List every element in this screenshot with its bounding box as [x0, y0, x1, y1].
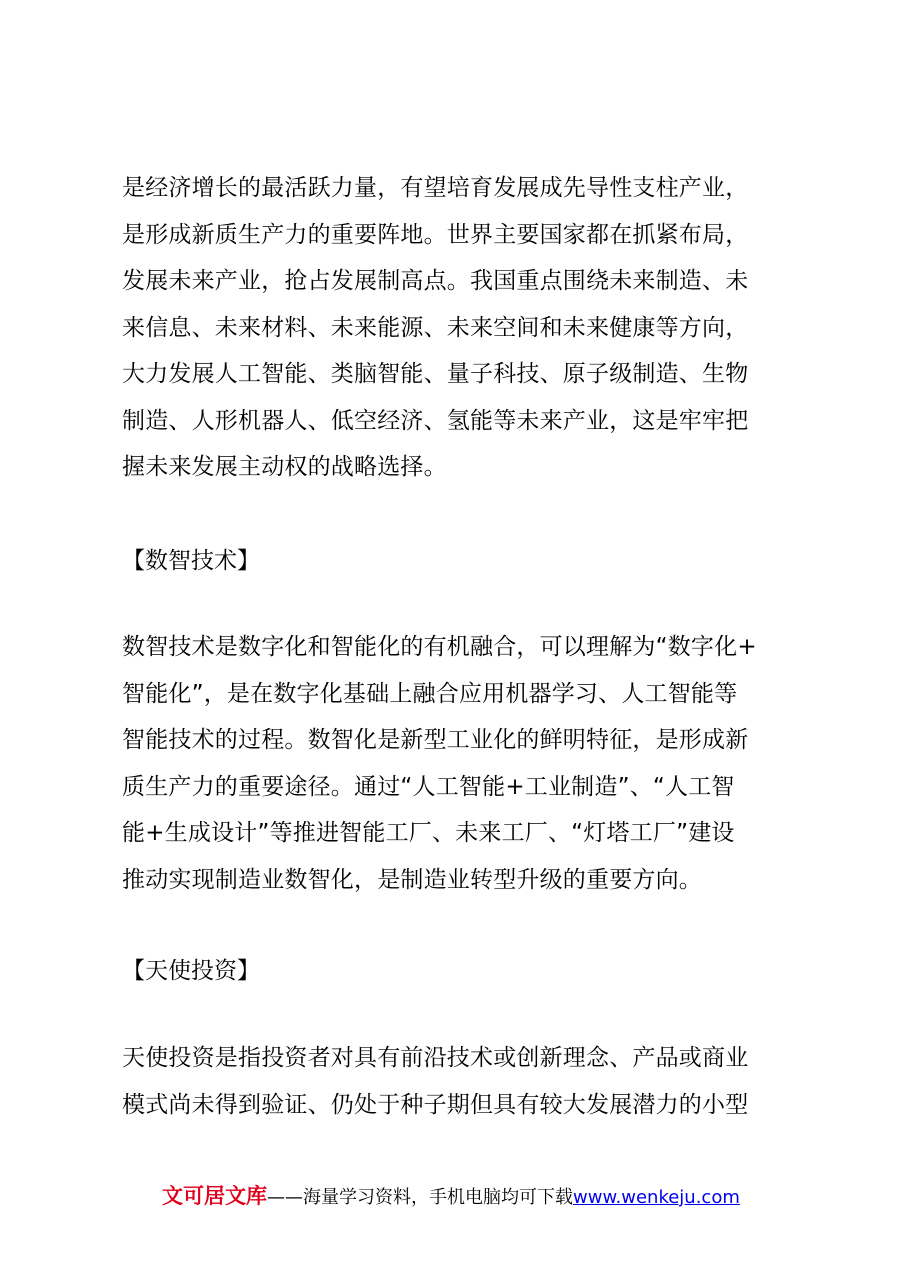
footer-brand: 文可居文库: [162, 1184, 267, 1208]
paragraph-future-industries: 是经济增长的最活跃力量，有望培育发展成先导性支柱产业， 是形成新质生产力的重要阵地。世界主要国家都在抓紧布局， 发展未来产业，抢占发展制高点。我国重点围绕未来制造、未 来信息、未来材料、未来能源、未来空间和未来健康等方向， 大力发展人工智能、类脑智能、量子科技、原子级制造、生物 制造、人形机器人、低空经济、氢能等未来产业，这是牢牢把 握未来发展主动权的战略选择。: [122, 175, 749, 480]
heading-digital-intelligence: 【数智技术】: [122, 548, 260, 574]
heading-angel-investment: 【天使投资】: [122, 958, 260, 984]
paragraph-angel-investment: 天使投资是指投资者对具有前沿技术或创新理念、产品或商业 模式尚未得到验证、仍处于种子期但具有较大发展潜力的小型: [122, 1045, 749, 1118]
footer-slogan: ——海量学习资料，手机电脑均可下载: [267, 1187, 573, 1208]
footer-website-link[interactable]: www.wenkeju.com: [573, 1187, 740, 1208]
paragraph-digital-intelligence: 数智技术是数字化和智能化的有机融合，可以理解为“数字化+ 智能化”，是在数字化基础上融合应用机器学习、人工智能等 智能技术的过程。数智化是新型工业化的鲜明特征，是形成新 质生产力的重要途径。通过“人工智能+工业制造”、“人工智 能+生成设计”等推进智能工厂、未来工厂、“灯塔工厂”建设 推动实现制造业数智化，是制造业转型升级的重要方向。: [122, 634, 757, 893]
footer-banner: [162, 1181, 740, 1213]
